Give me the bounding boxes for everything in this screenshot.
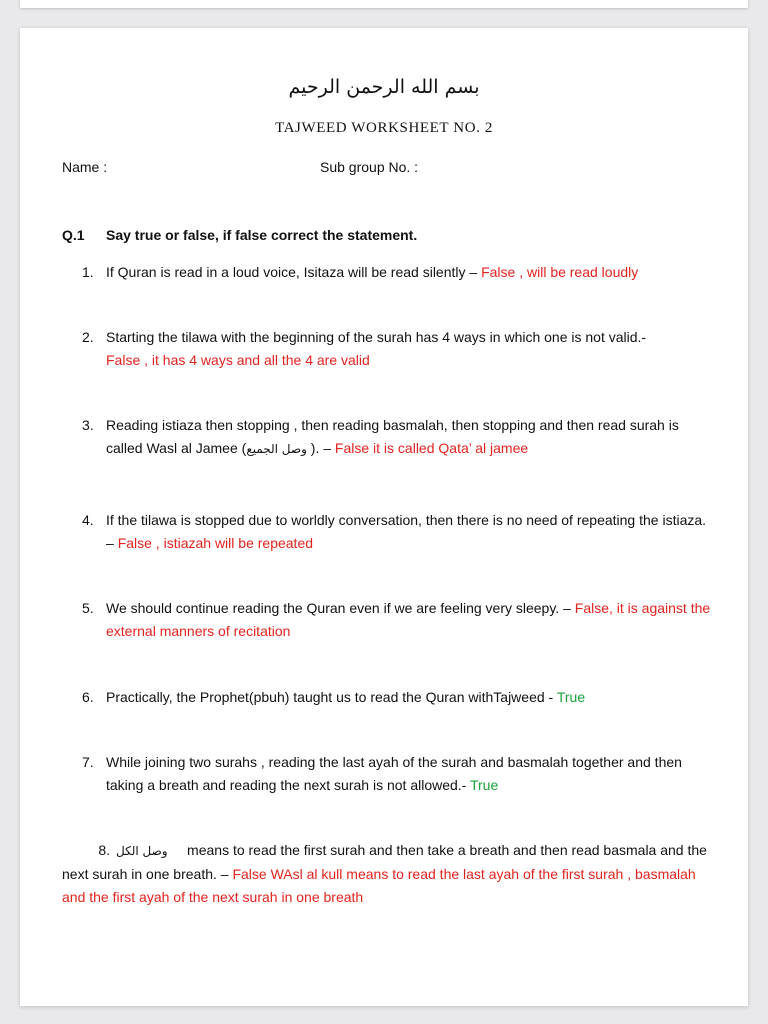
item-text-after: ). – [306,440,335,456]
item-text: If the tilawa is stopped due to worldly conversation, then there is no need of repeating the istiaza. – [106,512,707,551]
item-number: 7. [82,754,94,770]
list-item [82,326,712,372]
item-text: Practically, the Prophet(pbuh) taught us to read the Quran withTajweed - [106,689,557,705]
list-item [82,751,712,797]
list-item [82,261,712,284]
item-answer: False it is called Qata’ al jamee [334,440,529,456]
item-number: 2. [82,329,94,345]
question-number: Q.1 [62,227,85,243]
item-number: 6. [82,689,94,705]
item-answer: False , it has 4 ways and all the 4 are valid [106,352,370,368]
worksheet-title: TAJWEED WORKSHEET NO. 2 [275,120,493,136]
item-text: means to read the first surah and then take a breath and then read basmala and the next surah in one breath. – [62,842,711,882]
item-answer: False, it is against the external manners of recitation [106,600,711,639]
item-number: 4. [82,512,94,528]
item-text: Starting the tilawa with the beginning of the surah has 4 ways in which one is not valid.- [106,329,647,345]
list-item [82,597,712,643]
item-answer: False , istiazah will be repeated [117,535,314,551]
item-answer: False WAsl al kull means to read the last ayah of the first surah , basmalah and the first ayah of the next surah in one breath [62,866,696,905]
list-item [82,509,712,555]
item-text: While joining two surahs , reading the last ayah of the surah and basmalah together and then taking a breath and reading the next surah is not allowed.- [106,754,682,793]
subgroup-label: Sub group No. : [320,159,419,175]
item-number: 3. [82,417,94,433]
question-heading [62,227,417,243]
item-text: If Quran is read in a loud voice, Isitaza will be read silently – [106,264,482,280]
item-number: 8. [98,842,110,858]
list-item [82,414,712,461]
list-item [62,839,712,909]
item-text: Reading istiaza then stopping , then reading basmalah, then stopping and then read surah is called Wasl al Jamee ( [106,417,679,456]
item-text: We should continue reading the Quran even if we are feeling very sleepy. – [106,600,575,616]
item-answer: True [469,777,499,793]
item-number: 1. [82,264,94,280]
bismillah-heading: بسم الله الرحمن الرحيم [288,76,480,98]
item-arabic: وصل الجميع [246,442,307,456]
name-label: Name : [62,159,108,175]
item-arabic: وصل الكل [116,844,168,858]
question-instruction: Say true or false, if false correct the statement. [106,227,418,243]
worksheet-page [20,28,748,1006]
item-number: 5. [82,600,94,616]
item-answer: False , will be read loudly [481,264,639,280]
previous-page-edge [20,0,748,8]
item-answer: True [556,689,586,705]
list-item [82,686,712,709]
